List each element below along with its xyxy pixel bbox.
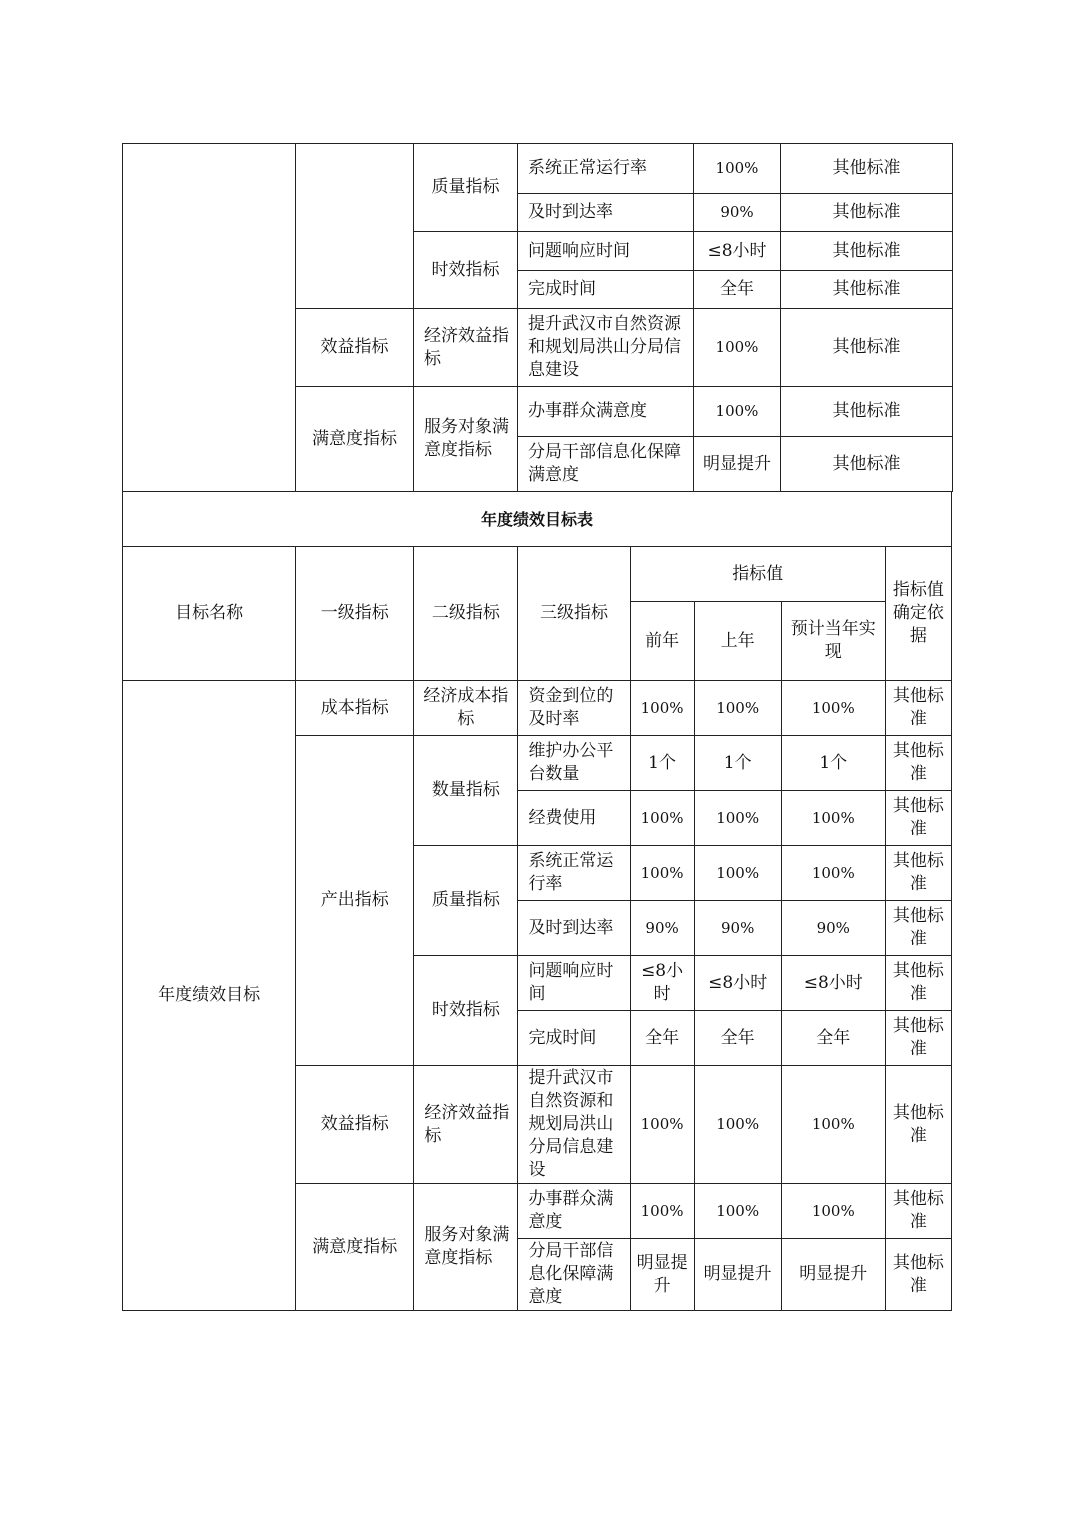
expected-cell: 全年: [781, 1011, 885, 1066]
expected-cell: ≤8小时: [781, 956, 885, 1011]
value-cell: 90%: [694, 194, 781, 232]
last-cell: 100%: [694, 1184, 781, 1239]
basis-cell: 其他标准: [781, 232, 953, 271]
prev-cell: 全年: [630, 1011, 694, 1066]
level2-cell: 经济成本指标: [414, 681, 518, 736]
value-cell: 100%: [694, 309, 781, 387]
basis-cell: 其他标准: [885, 681, 951, 736]
header-basis: 指标值确定依据: [885, 547, 951, 681]
level3-cell: 经费使用: [518, 791, 630, 846]
level3-cell: 分局干部信息化保障满意度: [518, 437, 694, 492]
level1-cell: 产出指标: [296, 736, 414, 1066]
expected-cell: 1个: [781, 736, 885, 791]
value-cell: ≤8小时: [694, 232, 781, 271]
level2-cell: 时效指标: [414, 232, 518, 309]
basis-cell: 其他标准: [885, 1066, 951, 1184]
prev-cell: 100%: [630, 681, 694, 736]
last-cell: ≤8小时: [694, 956, 781, 1011]
header-last-year: 上年: [694, 602, 781, 681]
level2-cell: 数量指标: [414, 736, 518, 846]
level2-cell: 质量指标: [414, 144, 518, 232]
target-name-cell-empty: [123, 144, 296, 492]
target-name-cell: 年度绩效目标: [123, 681, 296, 1311]
basis-cell: 其他标准: [781, 309, 953, 387]
prev-cell: ≤8小时: [630, 956, 694, 1011]
expected-cell: 100%: [781, 681, 885, 736]
level3-cell: 系统正常运行率: [518, 144, 694, 194]
level1-cell: 满意度指标: [296, 1184, 414, 1311]
value-cell: 100%: [694, 387, 781, 437]
header-indicator-value: 指标值: [630, 547, 885, 602]
value-cell: 明显提升: [694, 437, 781, 492]
level3-cell: 及时到达率: [518, 901, 630, 956]
header-level2: 二级指标: [414, 547, 518, 681]
level3-cell: 问题响应时间: [518, 232, 694, 271]
level3-cell: 办事群众满意度: [518, 1184, 630, 1239]
last-cell: 明显提升: [694, 1239, 781, 1311]
prev-cell: 1个: [630, 736, 694, 791]
value-cell: 100%: [694, 144, 781, 194]
level3-cell: 及时到达率: [518, 194, 694, 232]
level3-cell: 资金到位的及时率: [518, 681, 630, 736]
basis-cell: 其他标准: [781, 387, 953, 437]
basis-cell: 其他标准: [781, 271, 953, 309]
basis-cell: 其他标准: [885, 1239, 951, 1311]
level1-cell: 效益指标: [296, 309, 414, 387]
last-cell: 100%: [694, 791, 781, 846]
level2-cell: 质量指标: [414, 846, 518, 956]
prev-cell: 100%: [630, 846, 694, 901]
expected-cell: 100%: [781, 1184, 885, 1239]
table-title: 年度绩效目标表: [123, 492, 952, 547]
prev-cell: 100%: [630, 791, 694, 846]
last-cell: 90%: [694, 901, 781, 956]
last-cell: 100%: [694, 846, 781, 901]
annual-performance-table: [122, 491, 952, 1311]
level1-cell: 满意度指标: [296, 387, 414, 492]
basis-cell: 其他标准: [885, 736, 951, 791]
header-prev-year: 前年: [630, 602, 694, 681]
level2-cell: 经济效益指标: [414, 309, 518, 387]
basis-cell: 其他标准: [885, 1011, 951, 1066]
header-level3: 三级指标: [518, 547, 630, 681]
level2-cell: 服务对象满意度指标: [414, 387, 518, 492]
basis-cell: 其他标准: [885, 791, 951, 846]
prev-cell: 明显提升: [630, 1239, 694, 1311]
level3-cell: 完成时间: [518, 271, 694, 309]
basis-cell: 其他标准: [885, 846, 951, 901]
level2-cell: 经济效益指标: [414, 1066, 518, 1184]
level2-cell: 服务对象满意度指标: [414, 1184, 518, 1311]
header-level1: 一级指标: [296, 547, 414, 681]
expected-cell: 90%: [781, 901, 885, 956]
expected-cell: 明显提升: [781, 1239, 885, 1311]
level3-cell: 问题响应时间: [518, 956, 630, 1011]
level1-cell: 成本指标: [296, 681, 414, 736]
last-cell: 100%: [694, 681, 781, 736]
level1-cell-empty: [296, 144, 414, 309]
header-expected: 预计当年实现: [781, 602, 885, 681]
level3-cell: 系统正常运行率: [518, 846, 630, 901]
level3-cell: 完成时间: [518, 1011, 630, 1066]
table-row: [123, 681, 952, 736]
basis-cell: 其他标准: [885, 956, 951, 1011]
level3-cell: 分局干部信息化保障满意度: [518, 1239, 630, 1311]
table-row: [123, 144, 953, 194]
value-cell: 全年: [694, 271, 781, 309]
level3-cell: 提升武汉市自然资源和规划局洪山分局信息建设: [518, 309, 694, 387]
basis-cell: 其他标准: [781, 437, 953, 492]
header-row: [123, 547, 952, 602]
prev-cell: 90%: [630, 901, 694, 956]
level2-cell: 时效指标: [414, 956, 518, 1066]
last-cell: 全年: [694, 1011, 781, 1066]
basis-cell: 其他标准: [885, 901, 951, 956]
expected-cell: 100%: [781, 846, 885, 901]
expected-cell: 100%: [781, 1066, 885, 1184]
prev-cell: 100%: [630, 1066, 694, 1184]
table-title-row: [123, 492, 952, 547]
prev-cell: 100%: [630, 1184, 694, 1239]
basis-cell: 其他标准: [781, 144, 953, 194]
basis-cell: 其他标准: [781, 194, 953, 232]
level3-cell: 办事群众满意度: [518, 387, 694, 437]
last-cell: 1个: [694, 736, 781, 791]
expected-cell: 100%: [781, 791, 885, 846]
continued-indicator-table: [122, 143, 953, 492]
header-target-name: 目标名称: [123, 547, 296, 681]
level3-cell: 维护办公平台数量: [518, 736, 630, 791]
last-cell: 100%: [694, 1066, 781, 1184]
level3-cell: 提升武汉市自然资源和规划局洪山分局信息建设: [518, 1066, 630, 1184]
basis-cell: 其他标准: [885, 1184, 951, 1239]
level1-cell: 效益指标: [296, 1066, 414, 1184]
